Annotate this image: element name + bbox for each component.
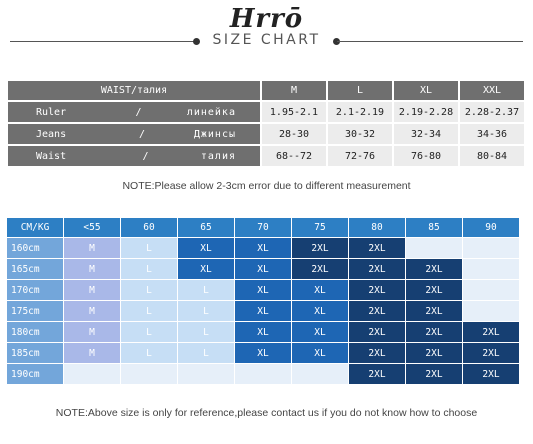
size-cell: 2XL (349, 364, 405, 384)
size-cell (463, 301, 519, 321)
page-title: SIZE CHART (212, 32, 321, 48)
table-cell: 30-32 (328, 124, 392, 144)
row-label-group (8, 151, 260, 162)
table-cell: 72-76 (328, 146, 392, 166)
table-cell: 34-36 (460, 124, 524, 144)
size-cell: L (178, 322, 234, 342)
size-cell (463, 280, 519, 300)
header-size-xxl: XXL (460, 81, 524, 100)
table-cell: 2.1-2.19 (328, 102, 392, 122)
row-label-en: Waist (36, 150, 67, 162)
row-height-label: 175cm (7, 301, 63, 321)
row-height-label: 190cm (7, 364, 63, 384)
size-cell (178, 364, 234, 384)
row-label-separator: / (138, 128, 145, 140)
size-cell: L (121, 343, 177, 363)
row-label-ru: талия (200, 150, 236, 162)
size-cell: 2XL (349, 238, 405, 258)
table-row (7, 322, 519, 342)
header-weight: 75 (292, 218, 348, 237)
table-cell: 28-30 (262, 124, 326, 144)
waist-size-table (6, 79, 526, 168)
row-height-label: 180cm (7, 322, 63, 342)
size-cell: 2XL (349, 343, 405, 363)
table-row (8, 124, 524, 144)
size-cell: L (178, 280, 234, 300)
size-cell: XL (235, 301, 291, 321)
size-cell: XL (235, 238, 291, 258)
size-cell: XL (292, 322, 348, 342)
size-cell: 2XL (406, 259, 462, 279)
row-height-label: 160cm (7, 238, 63, 258)
row-label (8, 146, 260, 166)
row-height-label: 170cm (7, 280, 63, 300)
header-size-m: M (262, 81, 326, 100)
size-cell: 2XL (292, 238, 348, 258)
size-cell: L (178, 343, 234, 363)
table-row (7, 238, 519, 258)
reference-note: NOTE:Above size is only for reference,please contact us if you do not know how to choose (55, 407, 478, 419)
table-row (7, 259, 519, 279)
table-row (8, 146, 524, 166)
size-cell: 2XL (406, 364, 462, 384)
row-label-ru: линейка (186, 106, 236, 118)
table-cell: 2.28-2.37 (460, 102, 524, 122)
size-cell: 2XL (292, 259, 348, 279)
table-cell: 1.95-2.1 (262, 102, 326, 122)
size-cell: XL (178, 259, 234, 279)
header-size-xl: XL (394, 81, 458, 100)
row-label (8, 102, 260, 122)
size-cell: L (121, 301, 177, 321)
size-cell (121, 364, 177, 384)
size-cell (463, 238, 519, 258)
height-weight-table (6, 217, 520, 385)
row-label-group (8, 107, 260, 118)
size-cell: XL (235, 259, 291, 279)
table-header-row (8, 81, 524, 100)
size-cell: M (64, 280, 120, 300)
size-cell: 2XL (406, 322, 462, 342)
table-cell: 2.19-2.28 (394, 102, 458, 122)
size-cell: M (64, 259, 120, 279)
table-row (8, 102, 524, 122)
row-label-separator: / (142, 150, 149, 162)
size-cell: 2XL (406, 343, 462, 363)
brand-logo: Hrrō (229, 4, 304, 34)
row-height-label: 165cm (7, 259, 63, 279)
size-cell (235, 364, 291, 384)
size-cell: L (121, 238, 177, 258)
row-label-en: Ruler (36, 106, 67, 118)
size-cell: 2XL (349, 322, 405, 342)
header-divider-right (337, 41, 523, 42)
size-cell: 2XL (463, 322, 519, 342)
size-cell: L (121, 259, 177, 279)
size-cell: L (178, 301, 234, 321)
size-cell: XL (178, 238, 234, 258)
size-cell: XL (235, 322, 291, 342)
table-row (7, 301, 519, 321)
table-cell: 80-84 (460, 146, 524, 166)
size-cell: XL (235, 280, 291, 300)
row-height-label: 185cm (7, 343, 63, 363)
header-corner: CM/KG (7, 218, 63, 237)
size-cell: XL (292, 343, 348, 363)
row-label-ru: Джинсы (193, 128, 236, 140)
size-cell: 2XL (349, 259, 405, 279)
header-weight: 90 (463, 218, 519, 237)
header-weight: 80 (349, 218, 405, 237)
header-weight: 85 (406, 218, 462, 237)
size-cell: XL (292, 280, 348, 300)
header-weight: <55 (64, 218, 120, 237)
size-cell (292, 364, 348, 384)
table-cell: 68--72 (262, 146, 326, 166)
size-cell: M (64, 343, 120, 363)
table-cell: 32-34 (394, 124, 458, 144)
size-cell: 2XL (406, 280, 462, 300)
size-cell: 2XL (349, 280, 405, 300)
size-cell (463, 259, 519, 279)
header-waist-label: WAIST/талия (8, 81, 260, 100)
size-cell: M (64, 301, 120, 321)
size-cell: 2XL (349, 301, 405, 321)
size-cell (406, 238, 462, 258)
table-row (7, 364, 519, 384)
row-label-en: Jeans (36, 128, 67, 140)
row-label-group (8, 129, 260, 140)
table-row (7, 280, 519, 300)
header-weight: 60 (121, 218, 177, 237)
header-weight: 70 (235, 218, 291, 237)
measurement-note: NOTE:Please allow 2-3cm error due to different measurement (122, 180, 411, 192)
table-row (7, 343, 519, 363)
table-cell: 76-80 (394, 146, 458, 166)
row-label-separator: / (135, 106, 142, 118)
row-label (8, 124, 260, 144)
size-cell: M (64, 238, 120, 258)
size-cell: XL (292, 301, 348, 321)
size-cell (64, 364, 120, 384)
size-cell: 2XL (406, 301, 462, 321)
size-cell: L (121, 280, 177, 300)
header-weight: 65 (178, 218, 234, 237)
size-cell: 2XL (463, 364, 519, 384)
size-cell: L (121, 322, 177, 342)
size-cell: XL (235, 343, 291, 363)
size-cell: 2XL (463, 343, 519, 363)
size-cell: M (64, 322, 120, 342)
header-size-l: L (328, 81, 392, 100)
table-header-row (7, 218, 519, 237)
